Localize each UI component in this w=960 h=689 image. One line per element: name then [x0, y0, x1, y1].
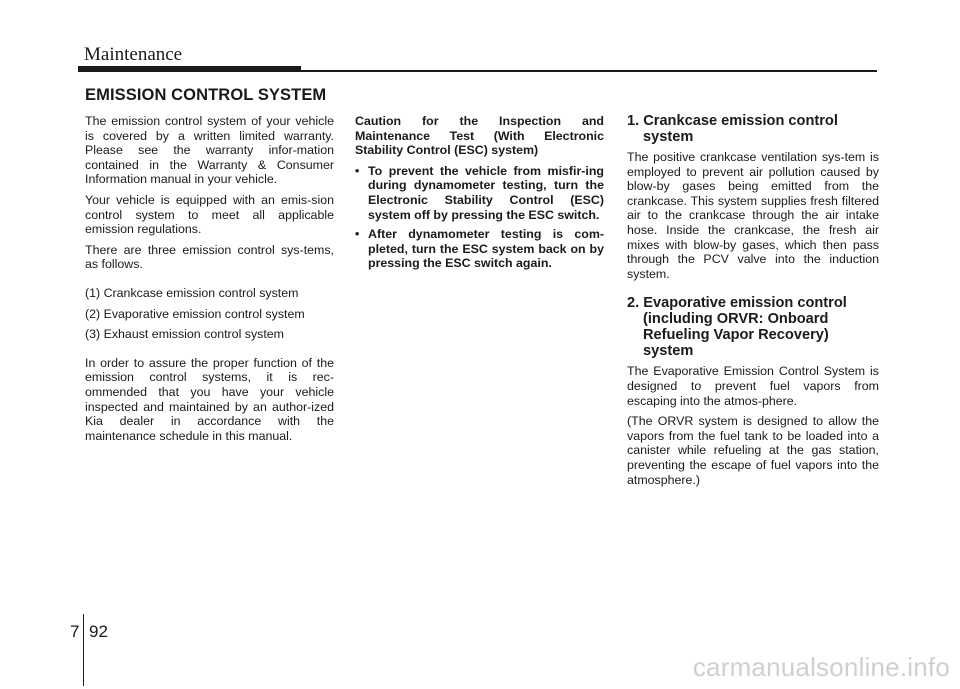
list-item-exhaust: (3) Exhaust emission control system	[85, 327, 285, 342]
paragraph-three-systems: There are three emission control sys-tems, as follows.	[85, 242, 334, 272]
section-title: EMISSION CONTROL SYSTEM	[85, 86, 327, 104]
column-middle	[355, 114, 604, 276]
paragraph-evaporative: The Evaporative Emission Control System is designed to prevent fuel vapors from escaping into the atmos-phere.	[627, 364, 879, 408]
page-header-title: Maintenance	[84, 44, 183, 65]
page-number: 92	[89, 622, 108, 641]
chapter-number: 7	[70, 622, 80, 641]
caution-bullet: • To prevent the vehicle from misfir-ing during dynamometer testing, turn the Electronic Stability Control (ESC) system off by pressing the ESC switch.	[355, 163, 604, 222]
list-item-crankcase: (1) Crankcase emission control system	[85, 285, 299, 300]
column-right	[627, 113, 879, 493]
list-item-evaporative: (2) Evaporative emission control system	[85, 306, 305, 321]
column-left	[85, 114, 334, 449]
heading-evaporative: 2. Evaporative emission control (including ORVR: Onboard Refueling Vapor Recovery) system	[627, 295, 847, 360]
bullet-icon: •	[355, 163, 360, 178]
caution-list	[355, 164, 604, 271]
watermark: carmanualsonline.info	[692, 652, 950, 682]
caution-bullet: • After dynamometer testing is com-pleted, turn the ESC system back on by pressing the ESC switch again.	[355, 227, 604, 271]
paragraph-pcv: The positive crankcase ventilation sys-tem is employed to prevent air pollution caused by blow-by gases being emitted from the crankcase. This system supplies fresh filtered air to the crankcase through the air intake hose. Inside the crankcase, the fresh air mixes with blow-by gases, which then pass through the PCV valve into the induction system.	[627, 150, 879, 281]
bullet-icon: •	[355, 227, 360, 242]
footer-divider	[83, 614, 84, 686]
paragraph-warranty: The emission control system of your vehicle is covered by a written limited warranty. Please see the warranty infor-mation contained in the Warranty & Consumer Information manual in your vehicle.	[85, 114, 334, 187]
paragraph-maintenance: In order to assure the proper function of the emission control systems, it is rec-ommended that you have your vehicle inspected and maintained by an author-ized Kia dealer in accordance with the maintenance schedule in this manual.	[85, 355, 334, 443]
paragraph-orvr: (The ORVR system is designed to allow the vapors from the fuel tank to be loaded into a canister while refueling at the gas station, preventing the escape of fuel vapors into the atmosphere.)	[627, 414, 879, 487]
heading-crankcase: 1. Crankcase emission control system	[627, 113, 838, 145]
header-rule-thin	[301, 70, 877, 72]
caution-title: Caution for the Inspection and Maintenance Test (With Electronic Stability Control (ESC) system)	[355, 114, 604, 158]
paragraph-regulations: Your vehicle is equipped with an emis-sion control system to meet all applicable emission regulations.	[85, 192, 334, 237]
header-rule-thick	[78, 66, 301, 72]
